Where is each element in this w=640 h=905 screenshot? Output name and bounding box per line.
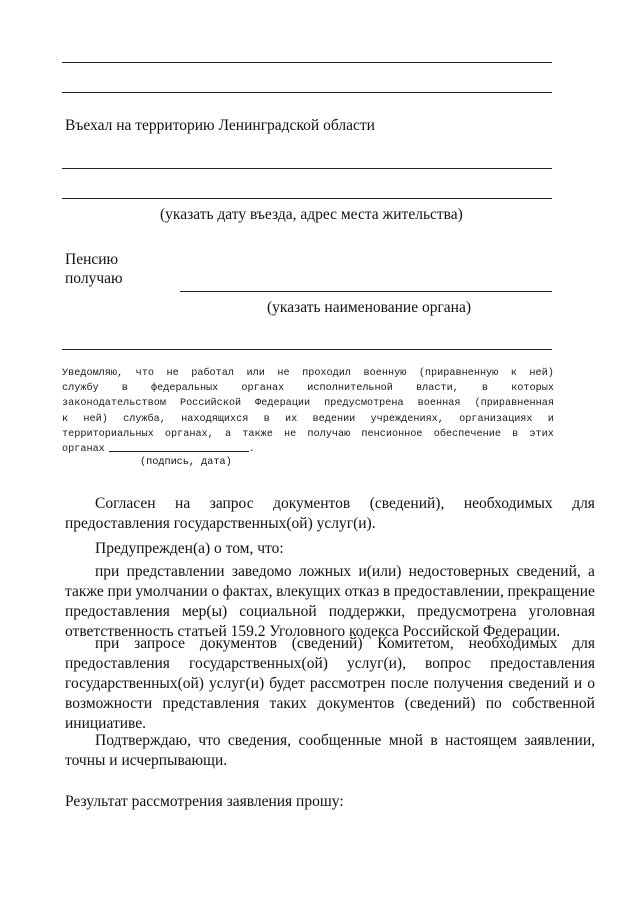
word: мер(ы) (181, 603, 228, 620)
word: в (382, 583, 391, 600)
word: таких (269, 695, 307, 712)
word: настоящем (445, 732, 517, 749)
military-service-notice (62, 366, 554, 457)
word: запросе (134, 635, 186, 652)
false-info-paragraph (65, 562, 595, 642)
word: предоставления (65, 603, 170, 620)
word: а (588, 563, 595, 580)
word: территориальных (62, 428, 154, 440)
request-docs-paragraph (65, 634, 595, 734)
word: на (175, 495, 191, 512)
entered-region-label: Въехал на территорию Ленинградской области (65, 117, 375, 134)
request-docs-line (65, 654, 595, 674)
word: будет (269, 675, 305, 692)
confirm-line: точны и исчерпывающи. (65, 752, 228, 769)
word: представлении (126, 563, 225, 580)
word: о (211, 583, 220, 600)
word: в (121, 383, 128, 395)
entry-hint: (указать дату въезда, адрес места жительства) (160, 206, 463, 223)
word: также (242, 428, 273, 440)
word: услуг(и), (346, 655, 406, 672)
word: прекращение (507, 583, 595, 600)
word: а (224, 428, 232, 440)
word: военную (363, 368, 407, 379)
blank-line-2 (62, 92, 552, 93)
notice-last-line (62, 442, 554, 457)
word: отказ (344, 583, 380, 600)
word: ней) (83, 413, 108, 425)
pension-organ-blank (180, 291, 552, 292)
word: и (547, 413, 554, 425)
word: запрос (209, 495, 254, 512)
blank-line-3 (62, 168, 552, 169)
notice-line (62, 396, 554, 411)
word: получения (433, 675, 504, 692)
word: сведений (508, 675, 569, 692)
notice-line (62, 412, 554, 427)
word: (сведений) (404, 695, 476, 712)
word: документов (317, 695, 395, 712)
word: необходимых (468, 635, 558, 652)
word: сведений, (516, 563, 581, 580)
word: что (198, 732, 221, 749)
word: ложных (298, 563, 352, 580)
word: не (284, 428, 297, 440)
word: сообщенные (298, 732, 382, 749)
word: в (263, 413, 270, 425)
word: социальной (239, 603, 317, 620)
word: учреждениях, (370, 413, 444, 425)
word: к (62, 413, 69, 425)
consent-line: предоставления государственных(ой) услуг(и). (65, 515, 376, 532)
word: службу (62, 383, 99, 395)
blank-line-5 (62, 349, 552, 350)
word: поддержки, (328, 603, 406, 620)
word: также (65, 583, 104, 600)
word: военная (417, 398, 461, 410)
notice-period: . (248, 444, 255, 456)
consent-paragraph (65, 494, 595, 534)
word: документов (199, 635, 277, 652)
word: (сведений), (369, 495, 445, 512)
word: и (573, 675, 583, 692)
word: заведомо (231, 563, 292, 580)
request-docs-line (65, 634, 595, 654)
notice-line (62, 366, 554, 381)
word: при (95, 635, 120, 652)
word: федеральных (151, 383, 219, 395)
word: исполнительной (307, 383, 393, 395)
word: влекущих (276, 583, 341, 600)
word: ведении (312, 413, 356, 425)
word: Комитетом, (377, 635, 454, 652)
pension-label-line1: Пенсию (65, 251, 119, 268)
confirm-paragraph (65, 731, 595, 771)
confirm-line (65, 731, 595, 751)
word: для (572, 495, 595, 512)
word: (сведений) (291, 635, 363, 652)
word: к (510, 368, 517, 379)
request-docs-line (65, 674, 595, 694)
blank-line-1 (62, 62, 552, 63)
word: обеспечение (433, 428, 501, 440)
word: и(или) (358, 563, 402, 580)
word: органах (241, 383, 285, 395)
word: предусмотрена (417, 603, 517, 620)
word: по (485, 695, 502, 712)
false-info-line (65, 582, 595, 602)
result-request-label: Результат рассмотрения заявления прошу: (65, 793, 344, 810)
word: предоставлении, (393, 583, 504, 600)
word: Российской (179, 398, 242, 410)
word: находящихся (181, 413, 249, 425)
word: органах, (164, 428, 214, 440)
word: работал (191, 368, 235, 379)
word: не (166, 368, 179, 379)
word: в (430, 732, 438, 749)
word: при (95, 563, 120, 580)
word: сведения, (227, 732, 292, 749)
word: ней) (529, 368, 554, 379)
word: заявлении, (524, 732, 595, 749)
word: служба, (123, 413, 166, 425)
warned-heading: Предупрежден(а) о том, что: (95, 540, 284, 557)
word: умолчании (135, 583, 208, 600)
false-info-line (65, 562, 595, 582)
request-docs-line: инициативе. (65, 715, 147, 732)
word: проходил (302, 368, 352, 379)
word: предоставления (490, 655, 595, 672)
word: вопрос (425, 655, 472, 672)
word: возможности (65, 695, 153, 712)
word: законодательством (62, 398, 166, 410)
word: в (481, 383, 489, 395)
pension-label-line2: получаю (65, 270, 123, 287)
request-docs-line (65, 694, 595, 714)
word: представления (162, 695, 260, 712)
word: услуг(и) (209, 675, 265, 692)
word: Подтверждаю, (95, 732, 191, 749)
organ-hint: (указать наименование органа) (267, 299, 472, 316)
word: рассмотрен (309, 675, 386, 692)
word: после (390, 675, 429, 692)
word: фактах, (222, 583, 273, 600)
word: получаю (307, 428, 351, 440)
word: мной (388, 732, 423, 749)
word: Согласен (95, 495, 156, 512)
word: пенсионное (361, 428, 423, 440)
word: которых (511, 383, 554, 395)
word: документов (273, 495, 351, 512)
word: в (512, 428, 519, 440)
word: или (246, 368, 265, 379)
notice-line (62, 381, 554, 396)
word: предусмотрена (324, 398, 404, 410)
word: власти, (416, 383, 459, 395)
word: (приравненную (418, 368, 499, 379)
word: что (135, 368, 154, 379)
consent-line (65, 494, 595, 514)
notice-last-word: органах (62, 444, 105, 456)
false-info-line (65, 602, 595, 622)
word: государственных(ой) (188, 655, 328, 672)
blank-line-4 (62, 198, 552, 199)
word: Уведомляю, (62, 368, 124, 379)
word: уголовная (528, 603, 595, 620)
notice-line (62, 427, 554, 442)
word: недостоверных (408, 563, 510, 580)
word: при (107, 583, 132, 600)
word: предоставления (65, 655, 170, 672)
word: Федерации (255, 398, 311, 410)
word: их (285, 413, 298, 425)
word: собственной (512, 695, 595, 712)
word: для (572, 635, 595, 652)
word: не (277, 368, 290, 379)
word: организациях (459, 413, 533, 425)
notice-organ-blank (109, 442, 249, 452)
signature-hint: (подпись, дата) (140, 457, 232, 468)
word: этих (529, 428, 554, 440)
false-info-line: ответственность статьей 159.2 Уголовного кодекса Российской Федерации. (65, 623, 561, 640)
word: необходимых (463, 495, 553, 512)
word: (приравненная (474, 398, 554, 410)
word: о (587, 675, 595, 692)
word: государственных(ой) (65, 675, 204, 692)
